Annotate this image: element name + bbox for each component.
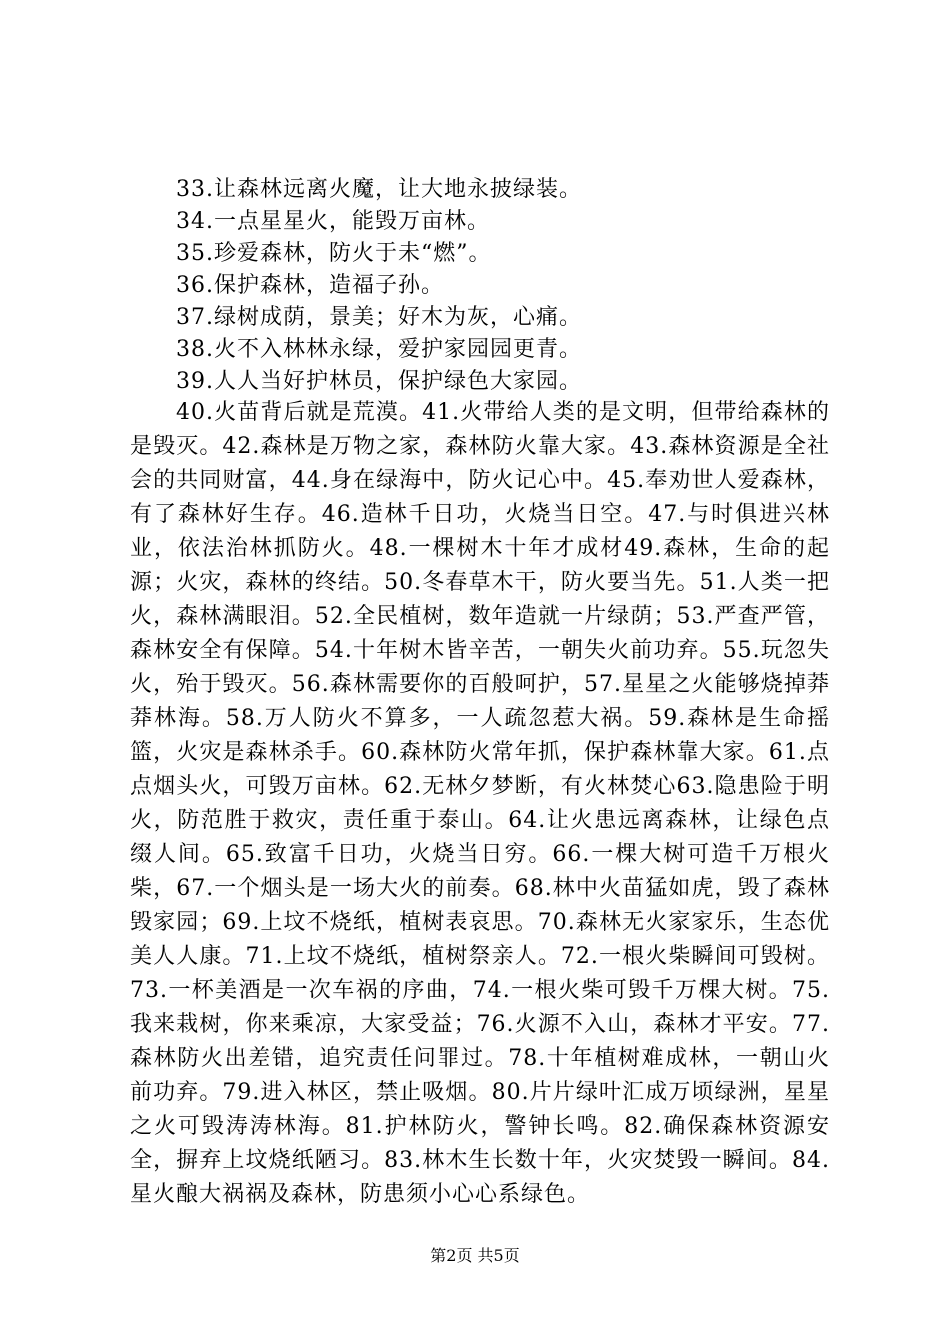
slogan-line: 34.一点星星火，能毁万亩林。 [176, 209, 490, 234]
slogan-paragraph: 40.火苗背后就是荒漠。41.火带给人类的是文明，但带给森林的是毁灭。42.森林是万物之家，森林防火靠大家。43.森林资源是全社会的共同财富，44.身在绿海中，防火记心中。45.奉劝世人爱森林，有了森林好生存。46.造林千日功，火烧当日空。47.与时俱进兴林业，依法治林抓防火。48.一棵树木十年才成材49.森林，生命的起源；火灾，森林的终结。50.冬春草木干，防火要当先。51.人类一把火，森林满眼泪。52.全民植树，数年造就一片绿荫；53.严查严管，森林安全有保障。54.十年树木皆辛苦，一朝失火前功弃。55.玩忽失火，殆于毁灭。56.森林需要你的百般呵护，57.星星之火能够烧掉莽莽林海。58.万人防火不算多，一人疏忽惹大祸。59.森林是生命摇篮，火灾是森林杀手。60.森林防火常年抓，保护森林靠大家。61.点点烟头火，可毁万亩林。62.无林夕梦断，有火林焚心63.隐患险于明火，防范胜于救灾，责任重于泰山。64.让火患远离森林，让绿色点缀人间。65.致富千日功，火烧当日穷。66.一棵大树可造千万根火柴，67.一个烟头是一场大火的前奏。68.林中火苗猛如虎，毁了森林毁家园；69.上坟不烧纸，植树表哀思。70.森林无火家家乐，生态优美人人康。71.上坟不烧纸，植树祭亲人。72.一根火柴瞬间可毁树。73.一杯美酒是一次车祸的序曲，74.一根火柴可毁千万棵大树。75.我来栽树，你来乘凉，大家受益；76.火源不入山，森林才平安。77.森林防火出差错，追究责任问罪过。78.十年植树难成林，一朝山火前功弃。79.进入林区，禁止吸烟。80.片片绿叶汇成万顷绿洲，星星之火可毁涛涛林海。81.护林防火，警钟长鸣。82.确保森林资源安全，摒弃上坟烧纸陋习。83.林木生长数十年，火灾焚毁一瞬间。84.星火酿大祸祸及森林，防患须小心心系绿色。 [130, 400, 830, 1207]
slogan-list [130, 174, 830, 398]
slogan-line: 38.火不入林林永绿，爱护家园园更青。 [176, 337, 582, 362]
slogan-line: 37.绿树成荫，景美；好木为灰，心痛。 [176, 305, 582, 330]
slogan-line: 36.保护森林，造福子孙。 [176, 273, 444, 298]
slogan-line: 33.让森林远离火魔，让大地永披绿装。 [176, 177, 582, 202]
slogan-line: 39.人人当好护林员，保护绿色大家园。 [176, 369, 582, 394]
page-footer: 第2页 共5页 [430, 1246, 520, 1265]
slogan-line: 35.珍爱森林，防火于未“燃”。 [176, 241, 492, 266]
